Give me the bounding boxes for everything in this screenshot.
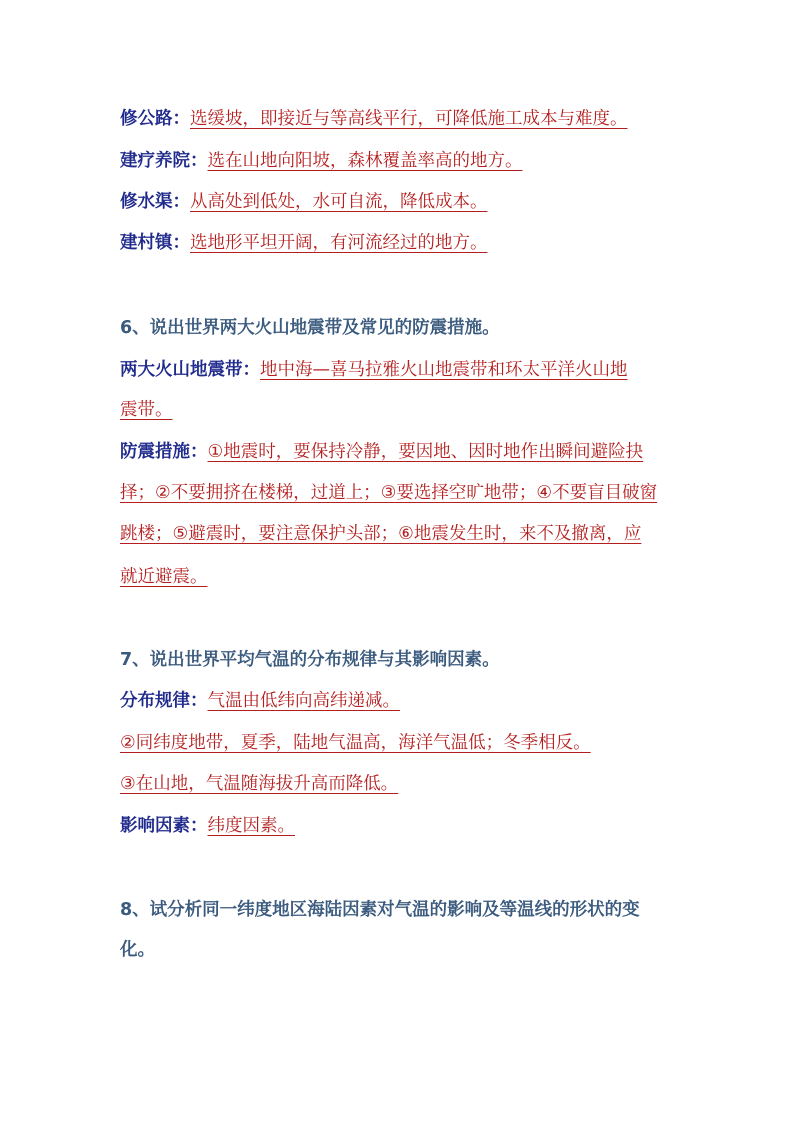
q6-measure-line-3 [120,522,690,546]
q7-factor-answer: 纬度因素。 [207,816,295,836]
q7-rule-line-2 [120,731,690,755]
item-label: 建村镇： [120,233,190,253]
q6-measure-answer-cont: 跳楼；⑤避震时，要注意保护头部；⑥地震发生时，来不及撤离，应 [120,524,642,544]
item-village [120,231,690,255]
question-8-title-line-2: 化。 [120,940,155,960]
item-canal [120,190,690,214]
item-answer: 选在山地向阳坡，森林覆盖率高的地方。 [207,151,523,171]
q7-rule-answer-2: ②同纬度地带，夏季，陆地气温高，海洋气温低；冬季相反。 [120,733,591,753]
q7-factor-line [120,814,690,838]
q6-belt-answer-cont: 震带。 [120,400,173,420]
question-8-title-line-1: 8、试分析同一纬度地区海陆因素对气温的影响及等温线的形状的变 [120,900,640,920]
q7-rule-label: 分布规律： [120,691,208,711]
item-label: 修水渠： [120,192,190,212]
item-answer: 从高处到低处，水可自流，降低成本。 [190,192,488,212]
q6-belt-line-2 [120,398,690,422]
q7-rule-answer-3: ③在山地，气温随海拔升高而降低。 [120,774,399,794]
q6-measure-answer-cont: 择；②不要拥挤在楼梯，过道上；③要选择空旷地带；④不要盲目破窗 [120,483,658,503]
q7-factor-label: 影响因素： [120,816,208,836]
q7-rule-line-3 [120,772,690,796]
q6-belt-line-1 [120,358,690,382]
item-sanatorium [120,149,690,173]
item-label: 修公路： [120,109,190,129]
q6-measure-label: 防震措施： [120,442,208,462]
q6-measure-line-4 [120,565,690,589]
q6-belt-label: 两大火山地震带： [120,360,260,380]
q7-rule-answer: 气温由低纬向高纬递减。 [207,691,400,711]
q7-rule-line-1 [120,689,690,713]
item-label: 建疗养院： [120,151,208,171]
q6-measure-line-1 [120,440,690,464]
item-answer: 选地形平坦开阔，有河流经过的地方。 [190,233,488,253]
question-7-title: 7、说出世界平均气温的分布规律与其影响因素。 [120,650,500,670]
item-answer: 选缓坡，即接近与等高线平行，可降低施工成本与难度。 [190,109,628,129]
item-road [120,107,690,131]
q6-belt-answer: 地中海—喜马拉雅火山地震带和环太平洋火山地 [260,360,628,380]
q6-measure-line-2 [120,481,690,505]
q6-measure-answer: ①地震时，要保持冷静，要因地、因时地作出瞬间避险抉 [207,442,644,462]
question-6-title: 6、说出世界两大火山地震带及常见的防震措施。 [120,318,500,338]
q6-measure-answer-cont: 就近避震。 [120,567,208,587]
